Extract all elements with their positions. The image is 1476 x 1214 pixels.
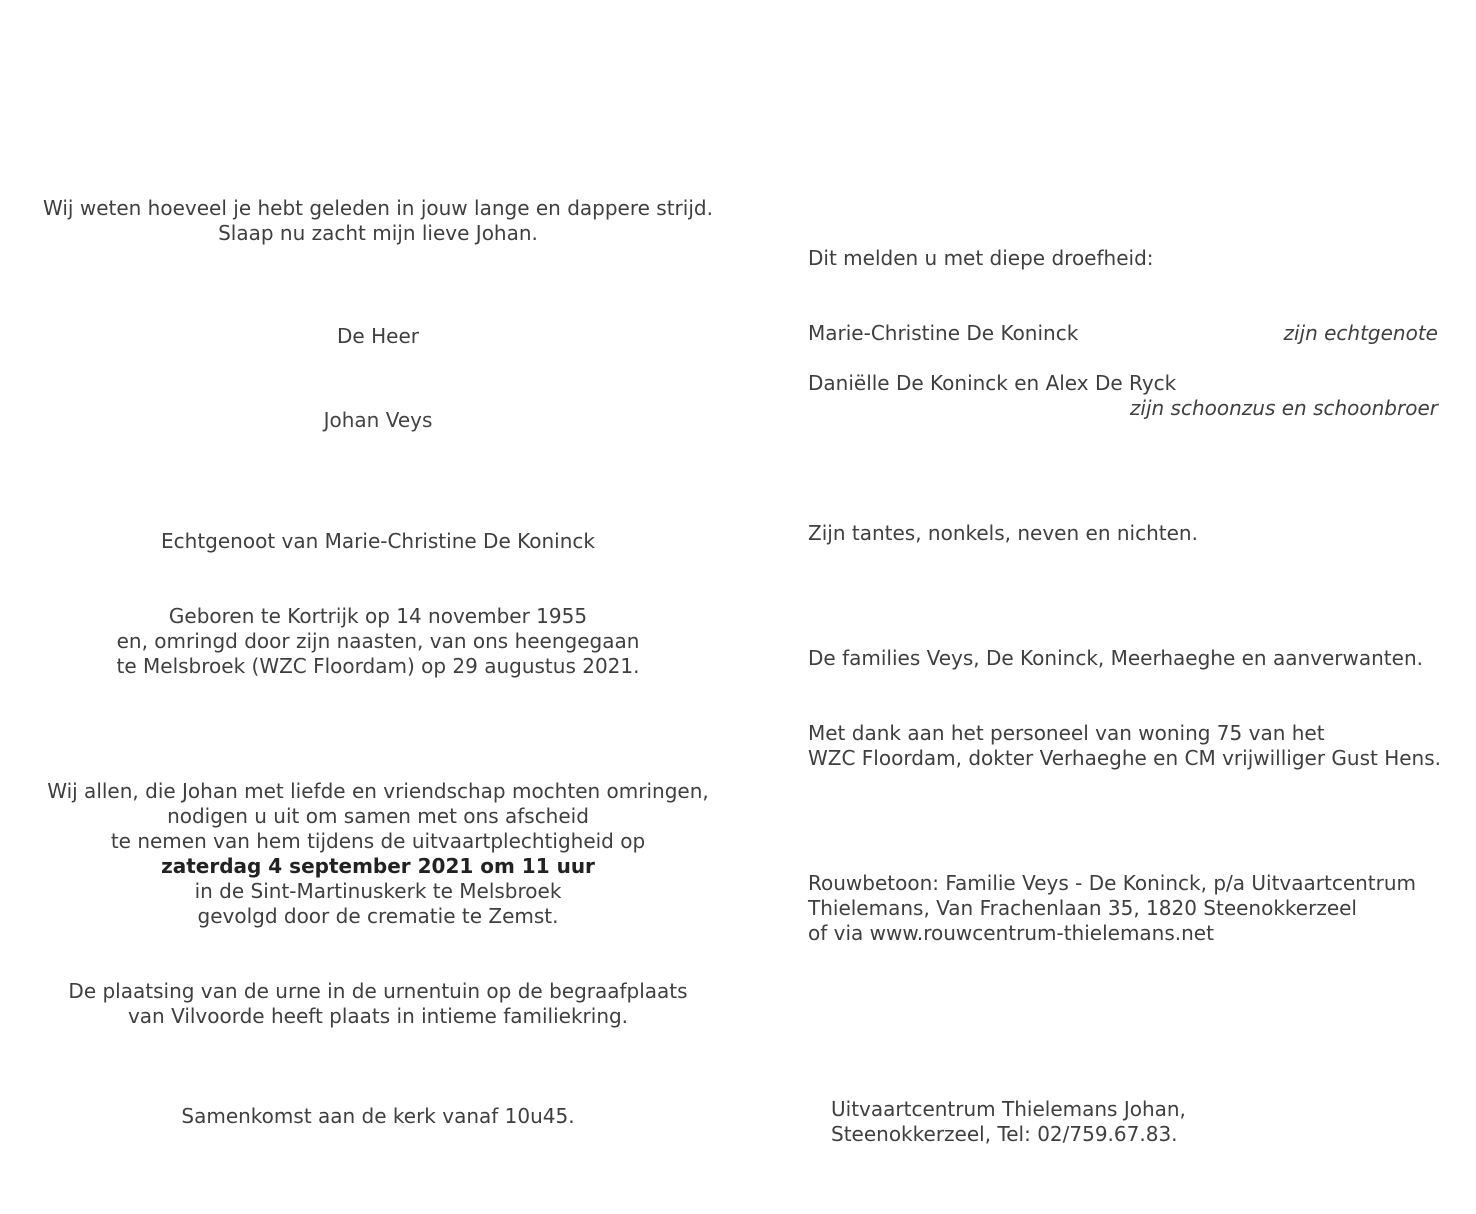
invitation-line: te nemen van hem tijdens de uitvaartplechtigheid op <box>110 829 646 853</box>
footer-line: Steenokkerzeel, Tel: 02/759.67.83. <box>831 1122 1178 1146</box>
condolences-block <box>808 871 1438 946</box>
urn-line: De plaatsing van de urne in de urnentuin op de begraafplaats <box>68 979 688 1003</box>
families-line <box>808 646 1438 671</box>
thanks-block <box>808 721 1442 771</box>
thanks-line: Met dank aan het personeel van woning 75 van het <box>808 721 1325 745</box>
urn-line: van Vilvoorde heeft plaats in intieme familiekring. <box>127 1004 629 1028</box>
thanks-line: WZC Floordam, dokter Verhaeghe en CM vrijwilliger Gust Hens. <box>808 746 1442 770</box>
honorific-text: De Heer <box>337 324 419 348</box>
honorific-title <box>40 324 716 349</box>
spouse-text: Echtgenoot van Marie-Christine De Koninck <box>161 529 595 553</box>
intro-line <box>808 246 1438 271</box>
family-member-relation: zijn echtgenote <box>1283 321 1438 345</box>
condolences-line: Rouwbetoon: Familie Veys - De Koninck, p/a Uitvaartcentrum <box>808 871 1417 895</box>
quote-line: Wij weten hoeveel je hebt geleden in jouw lange en dappere strijd. <box>43 196 713 220</box>
family-member-name: Daniëlle De Koninck en Alex De Ryck <box>808 371 1177 395</box>
footer-line: Uitvaartcentrum Thielemans Johan, <box>831 1097 1186 1121</box>
deceased-name-text: Johan Veys <box>323 408 433 432</box>
gathering-text: Samenkomst aan de kerk vanaf 10u45. <box>181 1104 575 1128</box>
quote-line: Slaap nu zacht mijn lieve Johan. <box>218 221 538 245</box>
family-member-name: Marie-Christine De Koninck <box>808 321 1079 345</box>
gathering-line <box>40 1104 716 1129</box>
family-member-in-laws <box>808 371 1438 421</box>
funeral-home-footer <box>831 1097 1461 1147</box>
birth-death-line: Geboren te Kortrijk op 14 november 1955 <box>168 604 588 628</box>
birth-death-line: en, omringd door zijn naasten, van ons heengegaan <box>116 629 640 653</box>
invitation-line: Wij allen, die Johan met liefde en vriendschap mochten omringen, <box>47 779 709 803</box>
invitation-line: nodigen u uit om samen met ons afscheid <box>167 804 589 828</box>
deceased-name <box>40 408 716 433</box>
spouse-line <box>40 529 716 554</box>
intro-text: Dit melden u met diepe droefheid: <box>808 246 1154 270</box>
relatives-text: Zijn tantes, nonkels, neven en nichten. <box>808 521 1198 545</box>
birth-death-line: te Melsbroek (WZC Floordam) op 29 augustus 2021. <box>116 654 640 678</box>
families-text: De families Veys, De Koninck, Meerhaeghe en aanverwanten. <box>808 646 1423 670</box>
condolences-line: of via www.rouwcentrum-thielemans.net <box>808 921 1214 945</box>
ceremony-line: in de Sint-Martinuskerk te Melsbroek <box>194 879 562 903</box>
funeral-date: zaterdag 4 september 2021 om 11 uur <box>161 854 595 878</box>
urn-block <box>40 979 716 1029</box>
family-member-relation: zijn schoonzus en schoonbroer <box>1129 396 1438 420</box>
condolences-line: Thielemans, Van Frachenlaan 35, 1820 Steenokkerzeel <box>808 896 1357 920</box>
invitation-block <box>40 779 716 929</box>
family-member-spouse <box>808 321 1438 346</box>
ceremony-line: gevolgd door de crematie te Zemst. <box>197 904 559 928</box>
birth-death-block <box>40 604 716 679</box>
relatives-line <box>808 521 1438 546</box>
quote-block <box>40 196 716 246</box>
